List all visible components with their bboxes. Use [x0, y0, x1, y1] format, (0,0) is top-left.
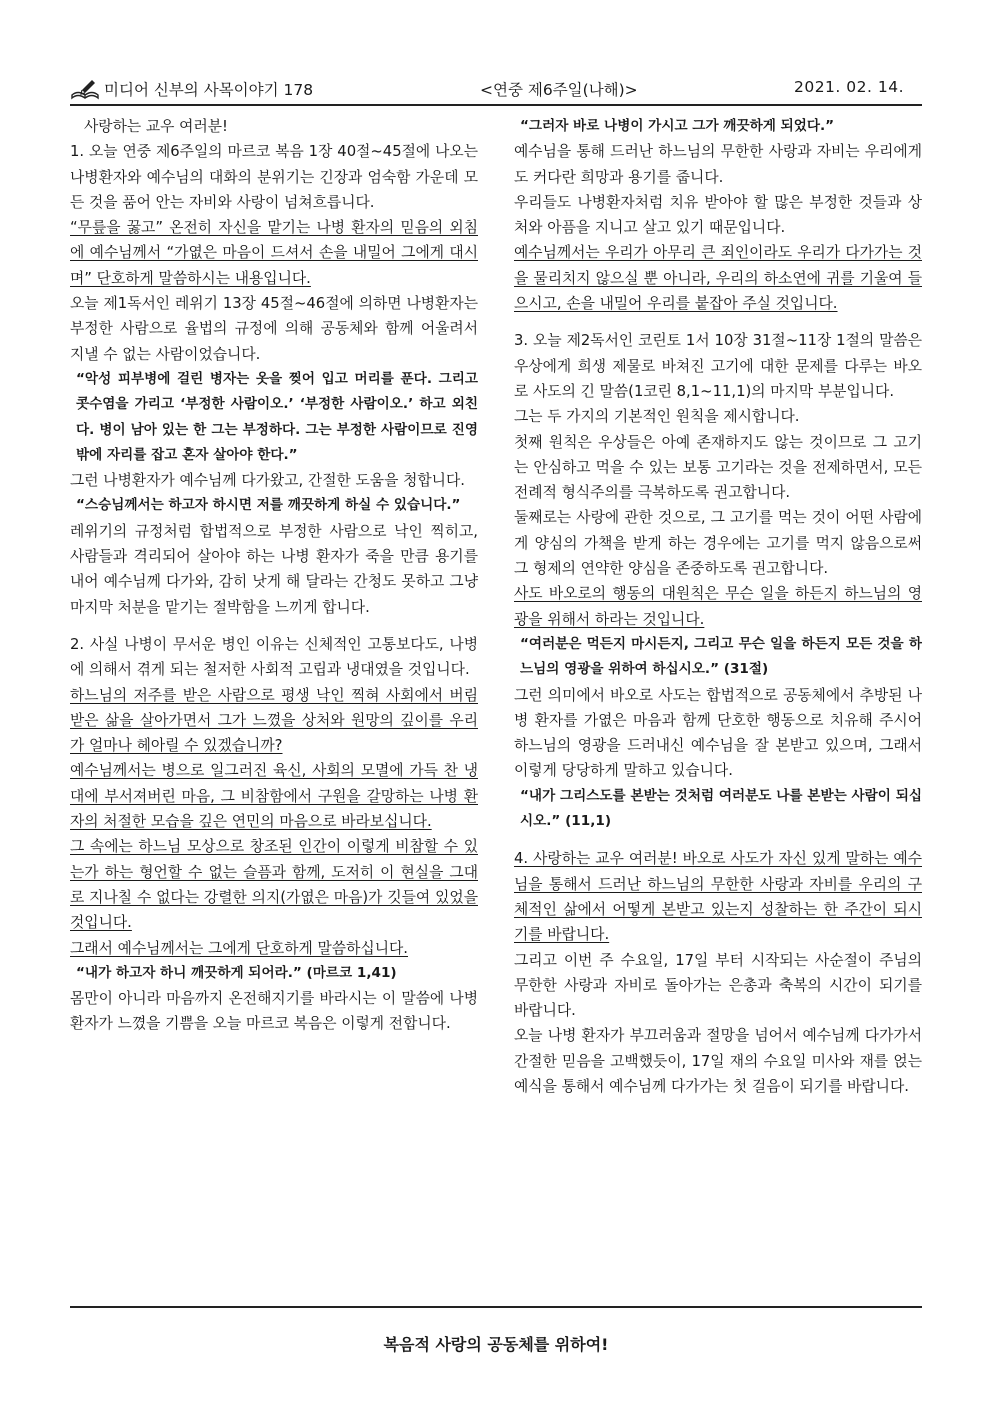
scripture-quote: “여러분은 먹든지 마시든지, 그리고 무슨 일을 하든지 모든 것을 하느님의 영광을 위하여 하십시오.” (31절) [520, 635, 922, 678]
paragraph: 오늘 나병 환자가 부끄러움과 절망을 넘어서 예수님께 다가가서 간절한 믿음을 고백했듯이, 17일 재의 수요일 미사와 재를 얹는 예식을 통해서 예수님께 다가가는 첫 걸음이 되기를 바랍니다. [514, 1027, 922, 1095]
underlined-paragraph: “무릎을 꿇고” 온전히 자신을 맡기는 나병 환자의 믿음의 외침에 예수님께서 “가엾은 마음이 드셔서 손을 내밀어 그에게 대시며” 단호하게 말씀하시는 내용입니다. [70, 219, 478, 287]
sunday-title: <연중 제6주일(나해)> [480, 81, 638, 99]
paragraph: 몸만이 아니라 마음까지 온전해지기를 바라시는 이 말씀에 나병환자가 느꼈을 기쁨을 오늘 마르코 복음은 이렇게 전합니다. [70, 990, 478, 1033]
scripture-quote: “내가 그리스도를 본받는 것처럼 여러분도 나를 본받는 사람이 되십시오.” (11,1) [520, 787, 922, 830]
scripture-quote: “내가 하고자 하니 깨끗하게 되어라.” (마르코 1,41) [76, 964, 397, 981]
paragraph: 예수님을 통해 드러난 하느님의 무한한 사랑과 자비는 우리에게도 커다란 희망과 용기를 줍니다. [514, 143, 922, 186]
paragraph: 1. 오늘 연중 제6주일의 마르코 복음 1장 40절~45절에 나오는 나병환자와 예수님의 대화의 분위기는 긴장과 엄숙함 가운데 모든 것을 품어 안는 자비와 사랑이 넘쳐흐릅니다. [70, 143, 478, 211]
scripture-quote: “악성 피부병에 걸린 병자는 옷을 찢어 입고 머리를 푼다. 그리고 콧수염을 가리고 ‘부정한 사람이오.’ ‘부정한 사람이오.’ 하고 외친다. 병이 남아 있는 한 그는 부정하다. 그는 부정한 사람이므로 진영 밖에 자리를 잡고 혼자 살아야 한다.” [76, 370, 478, 463]
paragraph: 레위기의 규정처럼 합법적으로 부정한 사람으로 낙인 찍히고, 사람들과 격리되어 살아야 하는 나병 환자가 죽을 만큼 용기를 내어 예수님께 다가와, 감히 낫게 해 달라는 간청도 못하고 그냥 마지막 처분을 맡기는 절박함을 느끼게 합니다. [70, 522, 478, 616]
underlined-paragraph: 그 속에는 하느님 모상으로 창조된 인간이 이렇게 비참할 수 있는가 하는 형언할 수 없는 슬픔과 함께, 도저히 이 현실을 그대로 지나칠 수 없다는 강렬한 의지(가엾은 마음)가 깃들여 있었을 것입니다. [70, 838, 478, 932]
series-title: 미디어 신부의 사목이야기 178 [104, 81, 314, 99]
paragraph: 그런 나병환자가 예수님께 다가왔고, 간절한 도움을 청합니다. [70, 472, 465, 490]
right-column [514, 114, 922, 1306]
paragraph: 그는 두 가지의 기본적인 원칙을 제시합니다. [514, 408, 800, 426]
article-body [70, 114, 922, 1306]
scripture-quote: “스승님께서는 하고자 하시면 저를 깨끗하게 하실 수 있습니다.” [76, 497, 461, 514]
paragraph: 우리들도 나병환자처럼 치유 받아야 할 많은 부정한 것들과 상처와 아픔을 지니고 살고 있기 때문입니다. [514, 193, 922, 237]
underlined-paragraph: 4. 사랑하는 교우 여러분! 바오로 사도가 자신 있게 말하는 예수님을 통해서 드러난 하느님의 무한한 사랑과 자비를 우리의 구체적인 삶에서 어떻게 본받고 있는지 성찰하는 한 주간이 되시기를 바랍니다. [514, 850, 922, 944]
footer-motto: 복음적 사랑의 공동체를 위하여! [383, 1335, 609, 1354]
paragraph: 2. 사실 나병이 무서운 병인 이유는 신체적인 고통보다도, 나병에 의해서 겪게 되는 철저한 사회적 고립과 냉대였을 것입니다. [70, 635, 478, 679]
paragraph: 그런 의미에서 바오로 사도는 합법적으로 공동체에서 추방된 나병 환자를 가엾은 마음과 함께 단호한 행동으로 치유해 주시어 하느님의 영광을 드러내신 예수님을 잘 본받고 있으며, 그래서 이렇게 당당하게 말하고 있습니다. [514, 686, 922, 780]
paragraph: 3. 오늘 제2독서인 코린토 1서 10장 31절~11장 1절의 말씀은 우상에게 희생 제물로 바쳐진 고기에 대한 문제를 다루는 바오로 사도의 긴 말씀(1코린 8,1~11,1)의 마지막 부분입니다. [514, 332, 922, 400]
underlined-paragraph: 예수님께서는 병으로 일그러진 육신, 사회의 모멸에 가득 찬 냉대에 부서져버린 마음, 그 비참함에서 구원을 갈망하는 나병 환자의 처절한 모습을 깊은 연민의 마음으로 바라보십니다. [70, 762, 478, 831]
scripture-quote: “그러자 바로 나병이 가시고 그가 깨끗하게 되었다.” [520, 118, 835, 134]
paragraph: 그리고 이번 주 수요일, 17일 부터 시작되는 사순절이 주님의 무한한 사랑과 자비로 돌아가는 은총과 축복의 시간이 되기를 바랍니다. [514, 951, 922, 1020]
issue-date: 2021. 02. 14. [793, 78, 904, 96]
greeting: 사랑하는 교우 여러분! [84, 118, 228, 135]
underlined-paragraph: 그래서 예수님께서는 그에게 단호하게 말씀하십니다. [70, 939, 408, 957]
page-header [70, 76, 922, 106]
left-column [70, 114, 478, 1306]
bottom-rule [70, 1306, 922, 1308]
book-pen-icon [70, 78, 100, 100]
underlined-paragraph: 사도 바오로의 행동의 대원칙은 무슨 일을 하든지 하느님의 영광을 위해서 하라는 것입니다. [514, 585, 922, 628]
underlined-paragraph: 예수님께서는 우리가 아무리 큰 죄인이라도 우리가 다가가는 것을 물리치지 않으실 뿐 아니라, 우리의 하소연에 귀를 기울여 들으시고, 손을 내밀어 우리를 붙잡아 주실 것입니다. [514, 244, 922, 313]
paragraph: 둘째로는 사랑에 관한 것으로, 그 고기를 먹는 것이 어떤 사람에게 양심의 가책을 받게 하는 경우에는 고기를 먹지 않음으로써 그 형제의 연약한 양심을 존중하도록 권고합니다. [514, 509, 922, 578]
paragraph: 첫째 원칙은 우상들은 아예 존재하지도 않는 것이므로 그 고기는 안심하고 먹을 수 있는 보통 고기라는 것을 전제하면서, 모든 전례적 형식주의를 극복하도록 권고합니다. [514, 433, 922, 502]
underlined-paragraph: 하느님의 저주를 받은 사람으로 평생 낙인 찍혀 사회에서 버림받은 삶을 살아가면서 그가 느꼈을 상처와 원망의 깊이를 우리가 얼마나 헤아릴 수 있겠습니까? [70, 686, 478, 755]
paragraph: 오늘 제1독서인 레위기 13장 45절~46절에 의하면 나병환자는 부정한 사람으로 율법의 규정에 의해 공동체와 함께 어울려서 지낼 수 없는 사람이었습니다. [70, 295, 478, 363]
